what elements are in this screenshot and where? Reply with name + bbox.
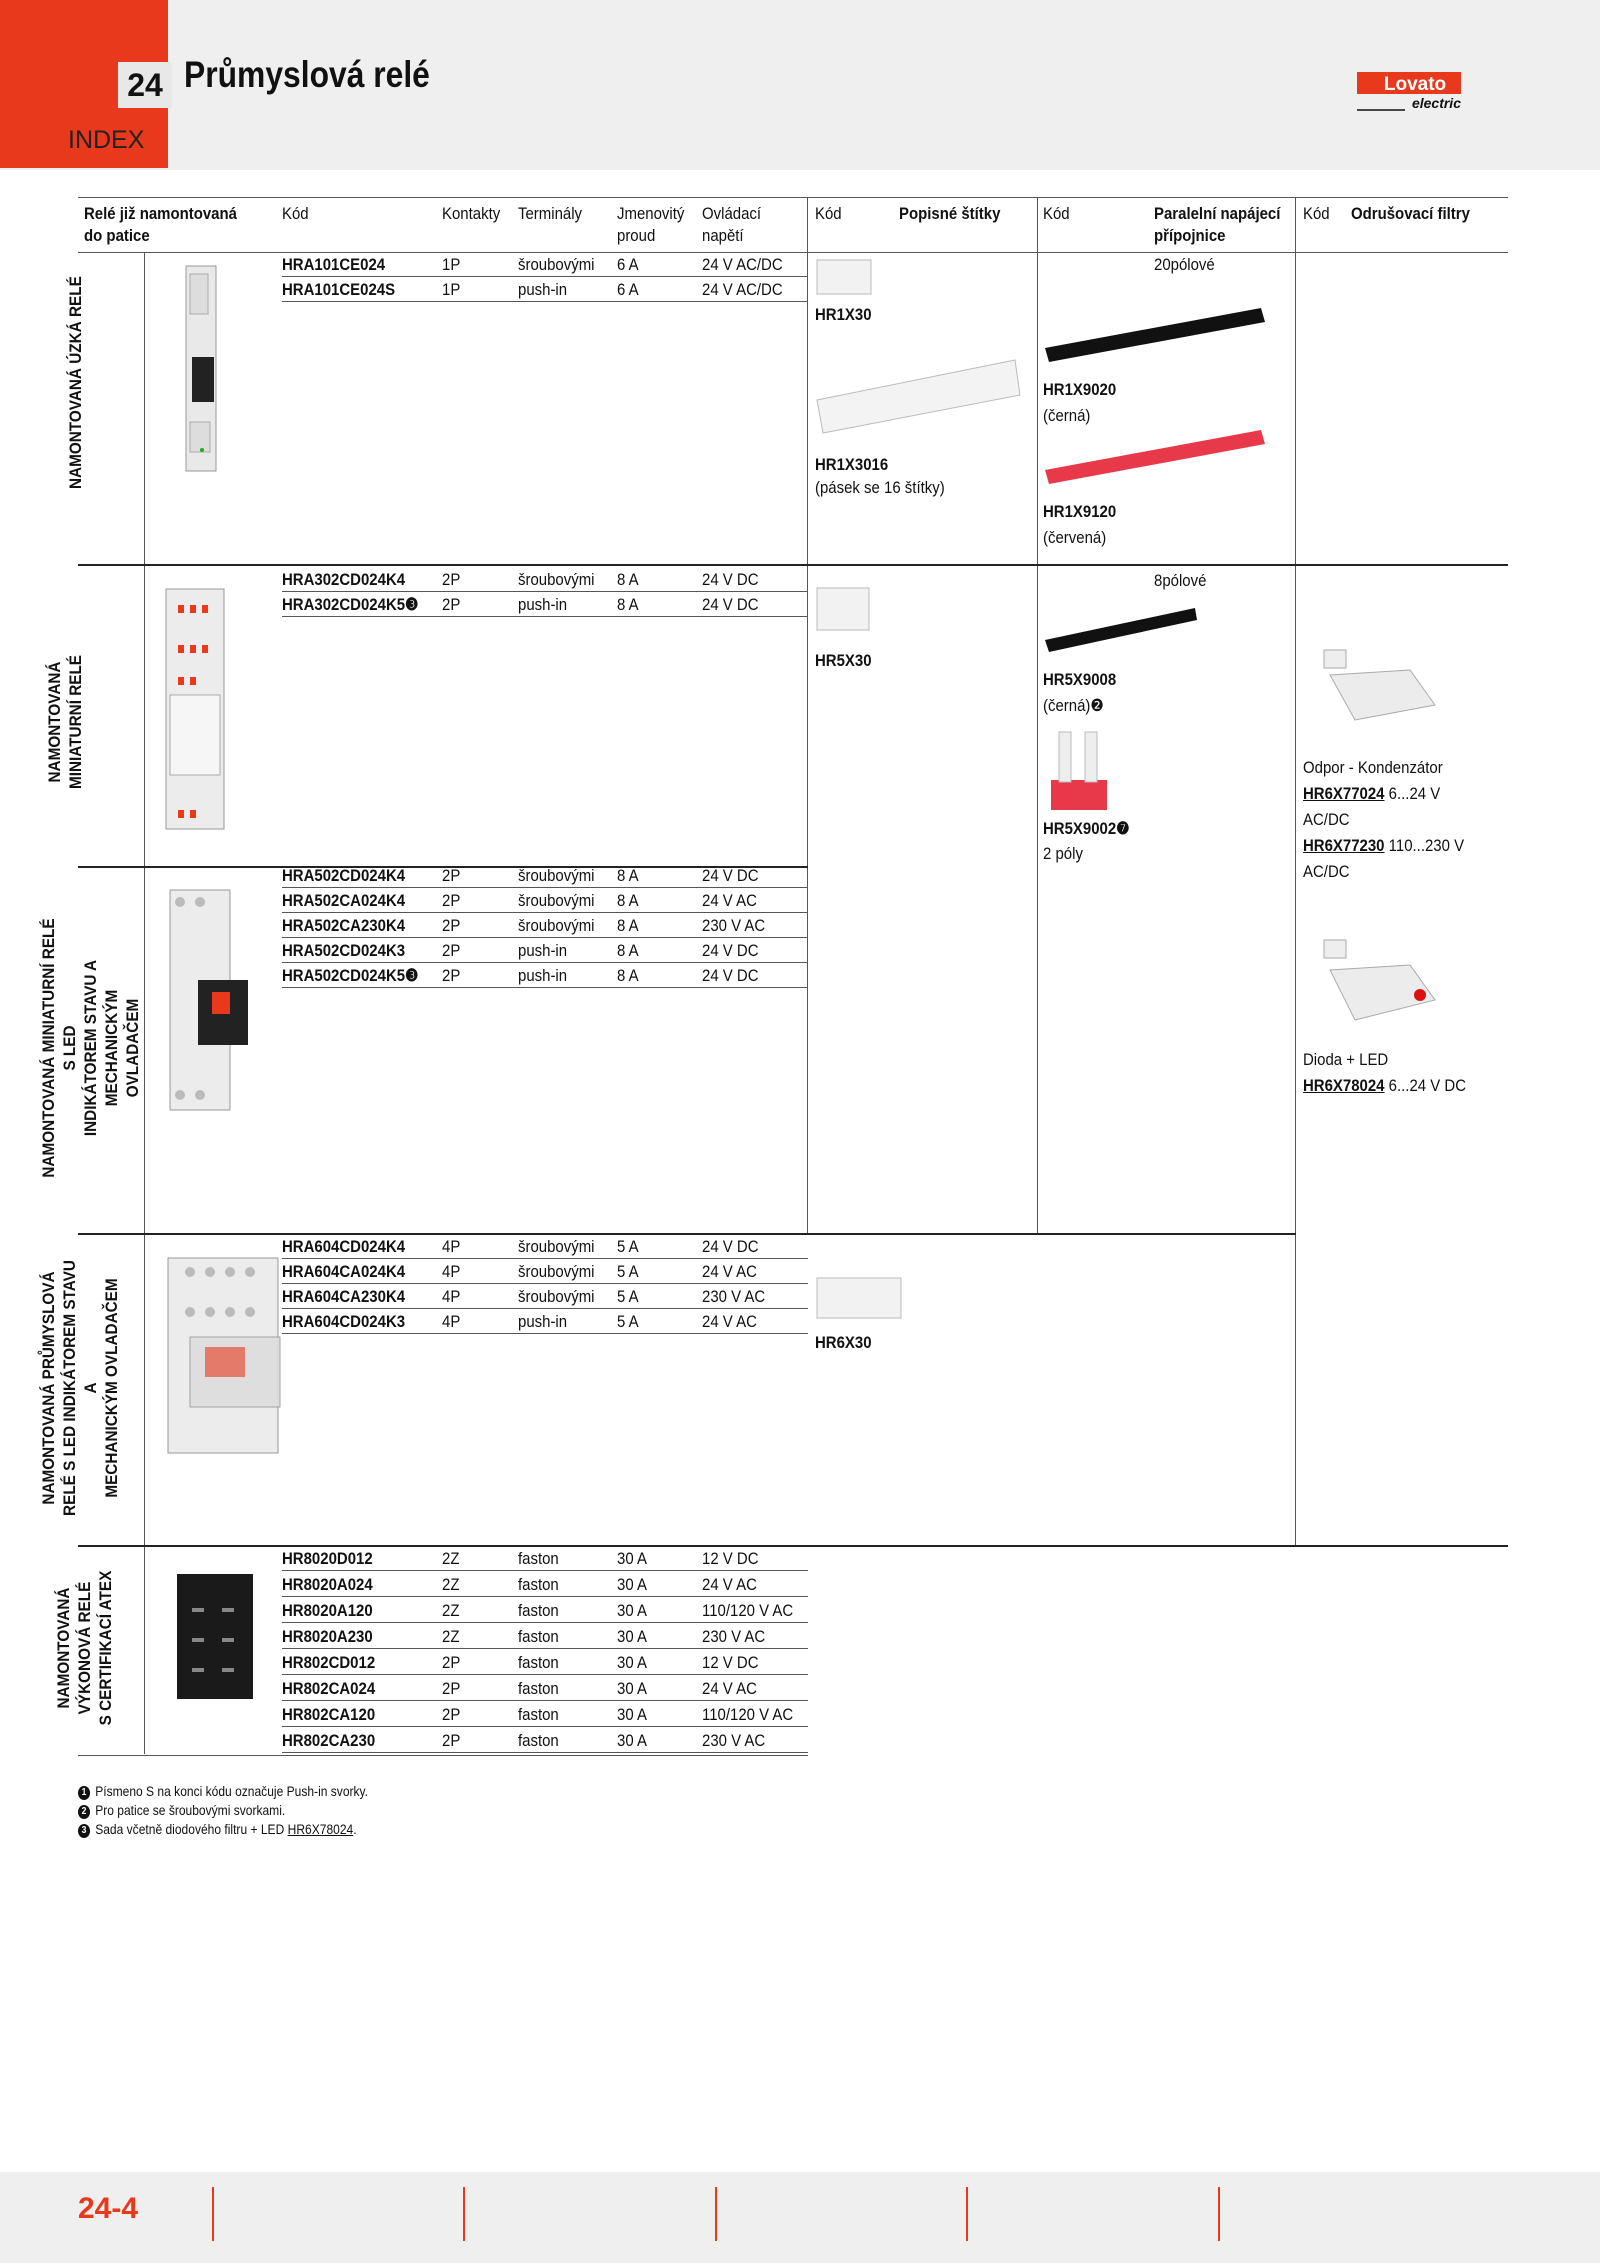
relay-code: HRA302CD024K4 bbox=[282, 570, 406, 589]
relay-cell: 2Z bbox=[442, 1627, 460, 1646]
note-3: 3 Sada včetně diodového filtru + LED HR6X78024. bbox=[78, 1821, 357, 1838]
footer-divider bbox=[1218, 2187, 1220, 2241]
relay-code: HR8020A120 bbox=[282, 1601, 373, 1620]
relay-cell: 24 V DC bbox=[702, 941, 759, 960]
relay-cell: 110/120 V AC bbox=[702, 1601, 794, 1620]
header-voltage-1: Ovládací bbox=[702, 204, 762, 223]
label-hr5x30-image bbox=[815, 580, 875, 635]
row-rule bbox=[282, 1726, 808, 1727]
relay-code: HR802CD012 bbox=[282, 1653, 376, 1672]
relay-cell: šroubovými bbox=[518, 891, 595, 910]
row-rule bbox=[282, 1648, 808, 1649]
relay-cell: 4P bbox=[442, 1287, 461, 1306]
relay-cell: šroubovými bbox=[518, 570, 595, 589]
relay-cell: 4P bbox=[442, 1237, 461, 1256]
miniature-relay-image bbox=[160, 585, 230, 835]
relay-cell: šroubovými bbox=[518, 916, 595, 935]
row-rule bbox=[282, 616, 808, 617]
relay-cell: 8 A bbox=[617, 570, 639, 589]
relay-code: HRA101CE024 bbox=[282, 255, 386, 274]
row-rule bbox=[282, 1622, 808, 1623]
bus-note: (černá) bbox=[1043, 406, 1091, 425]
bus-8pole-image bbox=[1043, 600, 1203, 660]
relay-cell: šroubovými bbox=[518, 1262, 595, 1281]
header-filter-code: Kód bbox=[1303, 204, 1330, 223]
bus-note: (černá)❷ bbox=[1043, 696, 1104, 715]
bus-code: HR5X9002❼ bbox=[1043, 819, 1130, 838]
relay-cell: 8 A bbox=[617, 891, 639, 910]
row-rule bbox=[282, 1258, 808, 1259]
relay-code: HRA101CE024S bbox=[282, 280, 396, 299]
relay-cell: 8 A bbox=[617, 916, 639, 935]
relay-cell: 2P bbox=[442, 1653, 461, 1672]
row-rule bbox=[282, 912, 808, 913]
header-bus-1: Paralelní napájecí bbox=[1154, 204, 1281, 223]
relay-cell: 24 V AC bbox=[702, 1575, 757, 1594]
group-rule bbox=[78, 1233, 1296, 1235]
header-relay-2: do patice bbox=[84, 226, 150, 245]
relay-cell: faston bbox=[518, 1705, 559, 1724]
relay-cell: 2P bbox=[442, 595, 461, 614]
relay-cell: 24 V AC bbox=[702, 1312, 757, 1331]
footer-divider bbox=[463, 2187, 465, 2241]
relay-cell: 6 A bbox=[617, 255, 639, 274]
row-rule bbox=[282, 1752, 808, 1753]
relay-code: HR8020D012 bbox=[282, 1549, 373, 1568]
relay-cell: 2P bbox=[442, 1731, 461, 1750]
header-labels: Popisné štítky bbox=[899, 204, 1001, 223]
bus-2pole-image bbox=[1043, 730, 1113, 820]
relay-cell: 230 V AC bbox=[702, 916, 766, 935]
relay-cell: 2Z bbox=[442, 1575, 460, 1594]
relay-cell: 24 V AC/DC bbox=[702, 280, 783, 299]
relay-cell: push-in bbox=[518, 941, 568, 960]
label-note: (pásek se 16 štítky) bbox=[815, 478, 945, 497]
relay-code: HRA604CD024K4 bbox=[282, 1237, 406, 1256]
relay-cell: 2Z bbox=[442, 1549, 460, 1568]
relay-cell: 12 V DC bbox=[702, 1549, 759, 1568]
header-code: Kód bbox=[282, 204, 309, 223]
group-label: NAMONTOVANÁ PRŮMYSLOVÁ RELÉ S LED INDIKÁTOREM STAVU A MECHANICKÝM OVLADAČEM bbox=[39, 1260, 121, 1516]
relay-cell: push-in bbox=[518, 1312, 568, 1331]
relay-cell: 2P bbox=[442, 966, 461, 985]
header-terminals: Terminály bbox=[518, 204, 583, 223]
relay-cell: 30 A bbox=[617, 1627, 647, 1646]
row-rule bbox=[282, 962, 808, 963]
label-hr1x30-image bbox=[815, 258, 875, 298]
relay-cell: 30 A bbox=[617, 1601, 647, 1620]
row-rule bbox=[282, 1308, 808, 1309]
relay-code: HR8020A230 bbox=[282, 1627, 373, 1646]
relay-cell: 230 V AC bbox=[702, 1731, 766, 1750]
page-number: 24-4 bbox=[78, 2192, 139, 2225]
rc1-cont: AC/DC bbox=[1303, 810, 1350, 829]
relay-cell: 8 A bbox=[617, 966, 639, 985]
bus-code: HR1X9020 bbox=[1043, 380, 1117, 399]
relay-cell: 24 V AC bbox=[702, 891, 757, 910]
relay-code: HRA502CD024K3 bbox=[282, 941, 406, 960]
section-number: 24 bbox=[118, 62, 172, 108]
group-label: NAMONTOVANÁ ÚZKÁ RELÉ bbox=[66, 276, 85, 489]
label-hr6x30-image bbox=[815, 1268, 905, 1323]
relay-cell: 30 A bbox=[617, 1705, 647, 1724]
relay-cell: 24 V DC bbox=[702, 1237, 759, 1256]
bus-note: 2 póly bbox=[1043, 844, 1083, 863]
relay-cell: 6 A bbox=[617, 280, 639, 299]
header-voltage-2: napětí bbox=[702, 226, 744, 245]
relay-cell: 24 V DC bbox=[702, 570, 759, 589]
narrow-relay-image bbox=[180, 262, 230, 477]
relay-cell: 230 V AC bbox=[702, 1287, 766, 1306]
label-code: HR5X30 bbox=[815, 651, 872, 670]
label-strip-image bbox=[815, 355, 1025, 435]
relay-cell: 2P bbox=[442, 916, 461, 935]
bus-20pole: 20pólové bbox=[1154, 255, 1215, 274]
bus-8pole: 8pólové bbox=[1154, 571, 1207, 590]
relay-cell: 5 A bbox=[617, 1312, 639, 1331]
relay-cell: 5 A bbox=[617, 1237, 639, 1256]
row-rule bbox=[282, 987, 808, 988]
relay-cell: 4P bbox=[442, 1312, 461, 1331]
relay-cell: 8 A bbox=[617, 941, 639, 960]
relay-code: HRA604CA024K4 bbox=[282, 1262, 406, 1281]
relay-cell: 24 V AC/DC bbox=[702, 255, 783, 274]
label-code: HR1X30 bbox=[815, 305, 872, 324]
relay-code: HRA502CD024K4 bbox=[282, 866, 406, 885]
relay-cell: faston bbox=[518, 1549, 559, 1568]
footer-divider bbox=[715, 2187, 717, 2241]
relay-cell: push-in bbox=[518, 595, 568, 614]
group-rule bbox=[78, 1545, 1508, 1547]
relay-cell: 2P bbox=[442, 570, 461, 589]
label-code: HR1X3016 bbox=[815, 455, 889, 474]
footer-band bbox=[0, 2172, 1600, 2263]
relay-cell: 24 V DC bbox=[702, 595, 759, 614]
relay-cell: šroubovými bbox=[518, 866, 595, 885]
row-rule bbox=[282, 1283, 808, 1284]
image-col-rule bbox=[144, 252, 145, 1754]
labels-col-rule bbox=[807, 197, 808, 1233]
relay-code: HRA502CA230K4 bbox=[282, 916, 406, 935]
header-relay-1: Relé již namontovaná bbox=[84, 204, 237, 223]
header-bus-code: Kód bbox=[1043, 204, 1070, 223]
header-bus-2: přípojnice bbox=[1154, 226, 1226, 245]
relay-cell: 30 A bbox=[617, 1575, 647, 1594]
note-1: 1 Písmeno S na konci kódu označuje Push-in svorky. bbox=[78, 1783, 368, 1800]
header-bottom-rule bbox=[78, 252, 1508, 253]
rc2: HR6X77230 110...230 V bbox=[1303, 836, 1465, 855]
relay-cell: 2P bbox=[442, 891, 461, 910]
rc1: HR6X77024 6...24 V bbox=[1303, 784, 1441, 803]
row-rule bbox=[282, 937, 808, 938]
relay-cell: 1P bbox=[442, 255, 461, 274]
bus-code: HR5X9008 bbox=[1043, 670, 1117, 689]
relay-cell: 30 A bbox=[617, 1731, 647, 1750]
header-current-2: proud bbox=[617, 226, 656, 245]
led-title: Dioda + LED bbox=[1303, 1050, 1389, 1069]
bus-note: (červená) bbox=[1043, 528, 1107, 547]
relay-code: HRA502CA024K4 bbox=[282, 891, 406, 910]
row-rule bbox=[282, 1333, 808, 1334]
relay-cell: 30 A bbox=[617, 1679, 647, 1698]
table-bottom-rule bbox=[78, 1755, 808, 1756]
relay-cell: 5 A bbox=[617, 1287, 639, 1306]
logo-text: Lovato bbox=[1383, 74, 1447, 95]
relay-cell: 24 V DC bbox=[702, 866, 759, 885]
relay-cell: 8 A bbox=[617, 595, 639, 614]
relay-cell: 30 A bbox=[617, 1653, 647, 1672]
label-code: HR6X30 bbox=[815, 1333, 872, 1352]
relay-cell: 30 A bbox=[617, 1549, 647, 1568]
footer-divider bbox=[966, 2187, 968, 2241]
relay-cell: 110/120 V AC bbox=[702, 1705, 794, 1724]
row-rule bbox=[282, 301, 808, 302]
relay-code: HR802CA230 bbox=[282, 1731, 376, 1750]
index-link[interactable]: INDEX bbox=[68, 126, 145, 154]
row-rule bbox=[282, 276, 808, 277]
relay-cell: faston bbox=[518, 1653, 559, 1672]
relay-cell: šroubovými bbox=[518, 255, 595, 274]
group-label: NAMONTOVANÁ MINIATURNÍ RELÉ bbox=[45, 654, 85, 790]
bus-black-image bbox=[1043, 300, 1268, 370]
relay-cell: push-in bbox=[518, 280, 568, 299]
relay-cell: 8 A bbox=[617, 866, 639, 885]
relay-cell: šroubovými bbox=[518, 1237, 595, 1256]
note-2: 2 Pro patice se šroubovými svorkami. bbox=[78, 1802, 285, 1819]
header-contacts: Kontakty bbox=[442, 204, 501, 223]
relay-code: HRA502CD024K5❸ bbox=[282, 966, 419, 985]
led-filter-image bbox=[1310, 935, 1440, 1035]
led-filter: HR6X78024 6...24 V DC bbox=[1303, 1076, 1467, 1095]
relay-cell: 230 V AC bbox=[702, 1627, 766, 1646]
relay-cell: 2P bbox=[442, 1705, 461, 1724]
row-rule bbox=[282, 1570, 808, 1571]
row-rule bbox=[282, 1596, 808, 1597]
relay-cell: 2Z bbox=[442, 1601, 460, 1620]
relay-code: HRA604CA230K4 bbox=[282, 1287, 406, 1306]
row-rule bbox=[282, 887, 808, 888]
footer-divider bbox=[212, 2187, 214, 2241]
relay-code: HRA302CD024K5❸ bbox=[282, 595, 419, 614]
row-rule bbox=[282, 591, 808, 592]
relay-code: HRA604CD024K3 bbox=[282, 1312, 406, 1331]
relay-cell: push-in bbox=[518, 966, 568, 985]
page-title: Průmyslová relé bbox=[184, 54, 430, 95]
relay-cell: faston bbox=[518, 1731, 559, 1750]
group-label: NAMONTOVANÁ MINIATURNÍ RELÉ S LED INDIKÁTOREM STAVU A MECHANICKÝM OVLADAČEM bbox=[39, 918, 142, 1178]
relay-cell: 2P bbox=[442, 941, 461, 960]
filter-col-rule bbox=[1295, 197, 1296, 1547]
relay-code: HR8020A024 bbox=[282, 1575, 373, 1594]
header-current-1: Jmenovitý bbox=[617, 204, 685, 223]
row-rule bbox=[282, 1674, 808, 1675]
relay-cell: faston bbox=[518, 1575, 559, 1594]
relay-cell: faston bbox=[518, 1601, 559, 1620]
relay-cell: 24 V DC bbox=[702, 966, 759, 985]
led-relay-image bbox=[160, 880, 280, 1120]
relay-cell: faston bbox=[518, 1679, 559, 1698]
lovato-logo bbox=[1355, 70, 1463, 114]
relay-cell: 1P bbox=[442, 280, 461, 299]
group-label: NAMONTOVANÁ VÝKONOVÁ RELÉ S CERTIFIKACÍ ATEX bbox=[54, 1570, 115, 1726]
relay-cell: 24 V AC bbox=[702, 1679, 757, 1698]
relay-cell: 12 V DC bbox=[702, 1653, 759, 1672]
bus-red-image bbox=[1043, 422, 1268, 492]
header-labels-code: Kód bbox=[815, 204, 842, 223]
relay-cell: 24 V AC bbox=[702, 1262, 757, 1281]
relay-cell: 4P bbox=[442, 1262, 461, 1281]
relay-cell: 2P bbox=[442, 1679, 461, 1698]
relay-cell: 2P bbox=[442, 866, 461, 885]
rc-title: Odpor - Kondenzátor bbox=[1303, 758, 1443, 777]
table-top-rule bbox=[78, 197, 1508, 198]
relay-code: HR802CA024 bbox=[282, 1679, 376, 1698]
relay-cell: 5 A bbox=[617, 1262, 639, 1281]
rc-filter-image bbox=[1310, 645, 1440, 735]
header-filters: Odrušovací filtry bbox=[1351, 204, 1470, 223]
row-rule bbox=[282, 1700, 808, 1701]
rc2-cont: AC/DC bbox=[1303, 862, 1350, 881]
relay-cell: šroubovými bbox=[518, 1287, 595, 1306]
group-rule bbox=[78, 564, 1508, 566]
logo-subtext: electric bbox=[1411, 95, 1461, 111]
bus-code: HR1X9120 bbox=[1043, 502, 1117, 521]
bus-col-rule bbox=[1037, 197, 1038, 1233]
power-relay-image bbox=[172, 1568, 262, 1708]
relay-code: HR802CA120 bbox=[282, 1705, 376, 1724]
relay-cell: faston bbox=[518, 1627, 559, 1646]
